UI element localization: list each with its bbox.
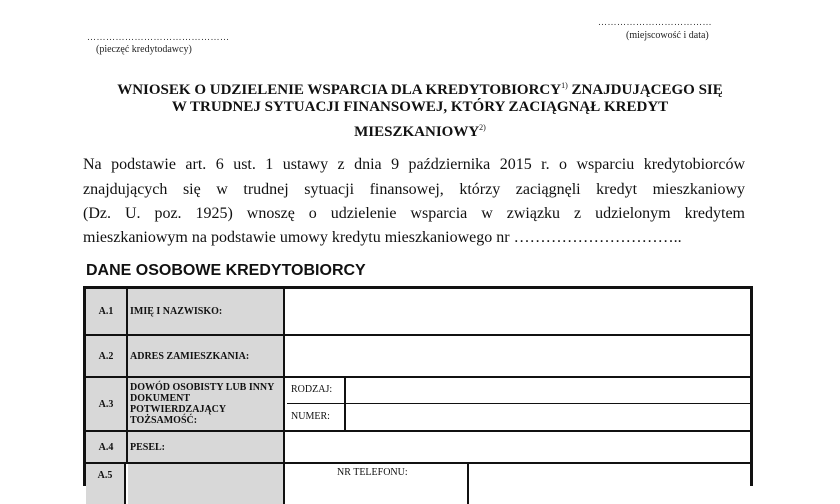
doc-number-field[interactable] [346,404,750,430]
doc-type-label-cell [287,378,346,404]
legal-basis-line2: znajdujących się w trudnej sytuacji finansowej, którzy zaciągnęli kredyt mieszkaniowy [83,181,745,198]
title-part-b: ZNAJDUJĄCEGO SIĘ [567,82,723,98]
doc-type-field[interactable] [346,378,750,404]
row-label [128,464,285,504]
place-date-caption: (miejscowość i data) [626,30,709,41]
lender-stamp-dots: ……………………………………… [87,32,230,42]
section-title: DANE OSOBOWE KREDYTOBIORCY [86,262,366,279]
table-row [86,464,750,504]
legal-basis-line1: Na podstawie art. 6 ust. 1 ustawy z dnia 9 października 2015 r. o wsparciu kredytobiorców [83,156,745,173]
table-row [86,432,750,464]
table-row [86,336,750,378]
row-number: A.3 [86,378,128,430]
pesel-field[interactable] [287,432,750,462]
row-number: A.5 [86,464,126,504]
contact-cell [287,464,750,504]
footnote-2-marker: 2) [479,123,486,132]
form-title-line2: W TRUDNEJ SYTUACJI FINANSOWEJ, KTÓRY ZACIĄGNĄŁ KREDYT [171,99,669,115]
address-field[interactable] [287,336,750,376]
title-part-c: MIESZKANIOWY [354,124,480,140]
full-name-field[interactable] [287,289,750,334]
row-label: PESEL: [128,432,285,462]
personal-data-table [83,286,753,486]
footnote-1-marker: 1) [561,81,568,90]
lender-stamp-caption: (pieczęć kredytodawcy) [96,44,192,55]
place-date-dots: ……………………………… [598,17,712,27]
row-number: A.1 [86,289,128,334]
table-row [86,289,750,336]
row-label: DOWÓD OSOBISTY LUB INNY DOKUMENT POTWIERDZAJĄCY TOŻSAMOŚĆ: [128,378,285,430]
form-title-line3 [0,118,840,142]
row-label: ADRES ZAMIESZKANIA: [128,336,285,376]
row-number: A.4 [86,432,128,462]
doc-number-label-cell [287,404,346,430]
doc-type-label: RODZAJ: [291,384,333,395]
row-number: A.2 [86,336,128,376]
title-part-a: WNIOSEK O UDZIELENIE WSPARCIA DLA KREDYTOBIORCY [117,82,562,98]
phone-label: NR TELEFONU: [337,467,408,478]
doc-number-label: NUMER: [291,411,330,422]
phone-label-cell [287,464,469,504]
phone-field[interactable] [469,464,750,504]
row-label: IMIĘ I NAZWISKO: [128,289,285,334]
id-document-cell [287,378,750,430]
legal-basis-line4: mieszkaniowym na podstawie umowy kredytu mieszkaniowego nr ………………………….. [83,229,682,246]
legal-basis-line3: (Dz. U. poz. 1925) wnoszę o udzielenie wsparcia w związku z udzielonym kredytem [83,205,745,222]
table-row [86,378,750,432]
